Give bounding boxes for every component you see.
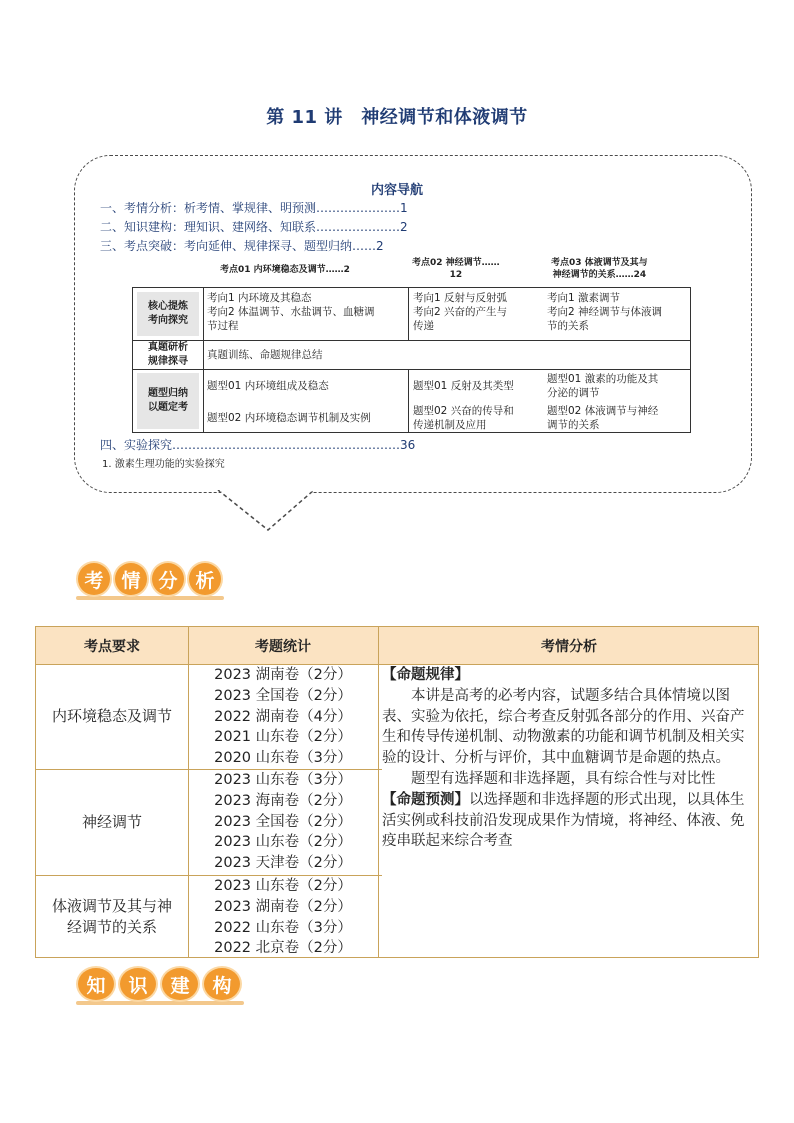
- banner-char: 构: [204, 968, 240, 1000]
- toc-sub-item[interactable]: 1. 激素生理功能的实验探究: [102, 459, 225, 470]
- banner-char: 分: [152, 563, 184, 595]
- toc-item-3[interactable]: 三、考点突破：考向延伸、规律探寻、题型归纳……2: [100, 239, 384, 253]
- statistics-cell: 2023 山东卷（3分） 2023 海南卷（2分） 2023 全国卷（2分） 2023 山东卷（2分） 2023 天津卷（2分）: [214, 772, 352, 872]
- exam-analysis-table: [35, 626, 759, 958]
- lesson-title: 第 11 讲 神经调节和体液调节: [266, 107, 528, 128]
- cell-type-kd02-a: 题型01 反射及其类型: [413, 380, 514, 392]
- requirement-cell: 内环境稳态及调节: [51, 707, 172, 725]
- col-divider: [408, 369, 409, 432]
- banner-char: 识: [120, 968, 156, 1000]
- cell-kaodian01-directions: 考向1 内环境及其稳态 考向2 体温调节、水盐调节、血糖调 节过程: [207, 292, 375, 332]
- cell-type-kd01-b: 题型02 内环境稳态调节机制及实例: [207, 412, 371, 424]
- cell-kaodian03-directions: 考向1 激素调节 考向2 神经调节与体液调 节的关系: [547, 292, 663, 332]
- analysis-cell: [382, 665, 756, 852]
- toc-item-1[interactable]: 一、考情分析：析考情、掌规律、明预测…………………1: [100, 201, 408, 215]
- cell-kaodian02-directions: 考向1 反射与反射弧 考向2 兴奋的产生与 传递: [413, 292, 508, 332]
- header-analysis: 考情分析: [541, 638, 597, 655]
- col-divider: [378, 627, 379, 957]
- cell-type-kd01-a: 题型01 内环境组成及稳态: [207, 380, 329, 392]
- kaodian-03-heading[interactable]: 考点03 体液调节及其与 神经调节的关系……24: [551, 258, 648, 280]
- cell-type-kd03-a: 题型01 激素的功能及其 分泌的调节: [547, 373, 659, 399]
- kaodian-02-heading[interactable]: 考点02 神经调节…… 12: [412, 258, 500, 280]
- col-divider: [203, 288, 204, 432]
- rule-text: 本讲是高考的必考内容，试题多结合具体情境以图表、实验为依托，综合考查反射弧各部分的作用、兴奋产生和传导传递机制、动物激素的功能和调节机制及相关实验的设计、分析与评价，其中血糖调节是命题的热点。: [382, 687, 745, 767]
- col-divider: [408, 288, 409, 340]
- toc-item-4[interactable]: 四、实验探究…………………………………………………36: [100, 438, 416, 452]
- rule-text-2: 题型有选择题和非选择题，具有综合性与对比性: [411, 770, 716, 787]
- kaodian-01-heading[interactable]: 考点01 内环境稳态及调节……2: [220, 265, 350, 275]
- requirement-cell: 体液调节及其与神 经调节的关系: [51, 897, 172, 936]
- section-banner-analysis: [76, 563, 224, 599]
- toc-item-2[interactable]: 二、知识建构：理知识、建网络、知联系…………………2: [100, 220, 408, 234]
- section-banner-knowledge: [76, 968, 244, 1004]
- banner-char: 知: [78, 968, 114, 1000]
- banner-char: 考: [78, 563, 110, 595]
- statistics-cell: 2023 湖南卷（2分） 2023 全国卷（2分） 2022 湖南卷（4分） 2021 山东卷（2分） 2020 山东卷（3分）: [214, 667, 352, 767]
- row-label-question-types: 题型归纳 以题定考: [137, 373, 199, 429]
- bubble-tail: [216, 490, 316, 532]
- row-divider: [133, 340, 690, 341]
- row-label-real-exam: 真题研析 规律探寻: [148, 341, 188, 367]
- cell-type-kd03-b: 题型02 体液调节与神经 调节的关系: [547, 405, 659, 431]
- banner-char: 建: [162, 968, 198, 1000]
- row-label-core: 核心提炼 考向探究: [137, 292, 199, 336]
- cell-real-exam: 真题训练、命题规律总结: [207, 349, 323, 361]
- banner-char: 情: [115, 563, 147, 595]
- banner-underline: [76, 1001, 244, 1005]
- header-requirement: 考点要求: [84, 638, 140, 655]
- banner-underline: [76, 596, 224, 600]
- banner-char: 析: [189, 563, 221, 595]
- nav-grid: [132, 287, 691, 433]
- cell-type-kd02-b: 题型02 兴奋的传导和 传递机制及应用: [413, 405, 514, 431]
- statistics-cell: 2023 山东卷（2分） 2023 湖南卷（2分） 2022 山东卷（3分） 2022 北京卷（2分）: [214, 878, 352, 957]
- row-divider: [133, 369, 690, 370]
- rule-label: 【命题规律】: [382, 667, 469, 683]
- requirement-cell: 神经调节: [81, 812, 142, 831]
- predict-label: 【命题预测】: [382, 791, 469, 808]
- header-statistics: 考题统计: [255, 638, 311, 655]
- nav-heading: 内容导航: [370, 183, 423, 198]
- predict-text: 以选择题和非选择题的形式出现，以具体生活实例或科技前沿发现成果作为情境，将神经、体液、免疫串联起来综合考查: [382, 791, 745, 850]
